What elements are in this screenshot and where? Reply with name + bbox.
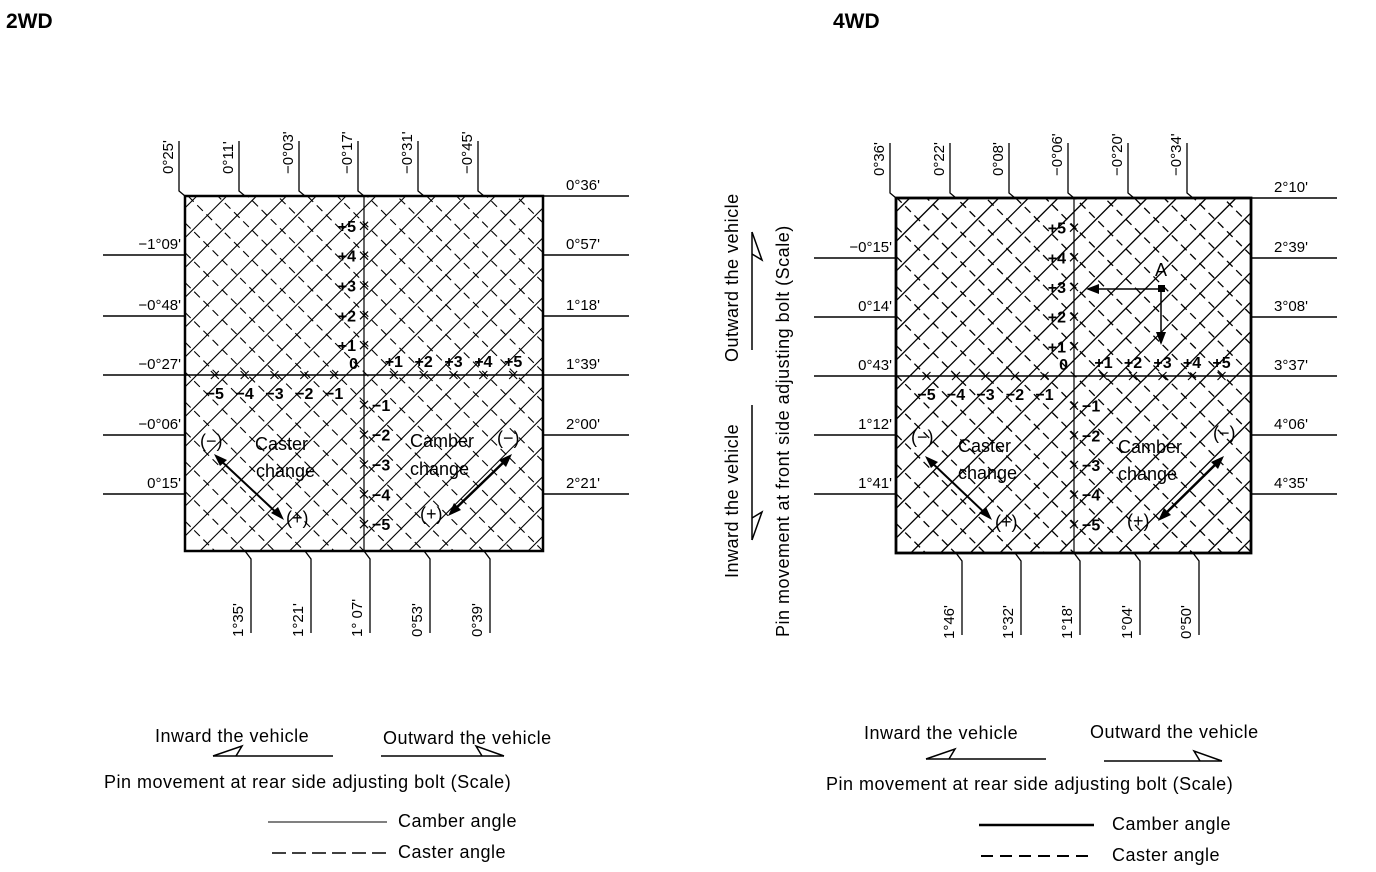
caster-grid-line [486, 196, 543, 253]
right-angle: 1°39' [566, 356, 600, 373]
legend-caster: Caster angle [1112, 845, 1221, 865]
camber-grid-line [185, 196, 197, 208]
bottom-caster-angle: 1° 07' [349, 598, 366, 637]
point-a-label: A [1155, 260, 1168, 280]
top-camber-angle: −0°06' [1049, 133, 1066, 176]
legend-inward: Inward the vehicle [155, 726, 310, 746]
right-angle: 3°08' [1274, 298, 1308, 315]
caster-grid-line [185, 491, 245, 551]
bottom-caster-angle: 1°21' [290, 603, 307, 637]
left-angle: −0°48' [138, 297, 181, 314]
side-outward-label: Outward the vehicle [722, 193, 742, 362]
camber-grid-line [896, 198, 969, 271]
left-angle: 0°43' [858, 357, 892, 374]
top-camber-angle: −0°34' [1168, 133, 1185, 176]
arrow-head-icon [926, 749, 955, 759]
arrow-head-icon [1194, 751, 1222, 761]
right-angle: 4°06' [1274, 416, 1308, 433]
caster-minus-label: (−) [200, 431, 223, 451]
rear-scale-number: −3 [976, 387, 995, 404]
caster-grid-line [1194, 198, 1251, 255]
grid-lines-4wd [896, 198, 1251, 553]
caster-minus-label: (−) [911, 427, 934, 447]
front-scale-number: −1 [1082, 398, 1101, 416]
front-scale-number: −1 [372, 397, 391, 415]
camber-grid-line [896, 198, 910, 212]
camber-change-label: Camber [1118, 437, 1183, 457]
caster-grid-line [896, 286, 1163, 553]
front-scale-number: +5 [1047, 220, 1066, 238]
angle-labels-2wd [103, 131, 629, 637]
camber-grid-line [896, 198, 999, 301]
caster-grid-line [1105, 198, 1251, 344]
right-angle: 2°10' [1274, 179, 1308, 196]
bottom-caster-angle: 0°53' [409, 603, 426, 637]
scale-origin: 0 [349, 356, 358, 373]
caster-grid-line [427, 196, 543, 312]
camber-grid-line [185, 196, 406, 417]
rear-scale-number: +1 [384, 354, 403, 371]
right-angle: 1°18' [566, 297, 600, 314]
rear-scale-number: −2 [295, 386, 314, 403]
right-angle: 0°36' [566, 177, 600, 194]
scale-origin: 0 [1059, 357, 1068, 374]
arrow-head-icon [752, 232, 762, 260]
camber-minus-label: (−) [1213, 423, 1236, 443]
top-camber-angle: −0°45' [459, 131, 476, 174]
angle-leader-line [1187, 143, 1193, 198]
angle-leader-line [1128, 143, 1134, 198]
arrow-head-icon [1086, 284, 1099, 294]
front-scale-number: −4 [1082, 487, 1101, 505]
angle-labels-4wd [814, 133, 1337, 639]
bottom-caster-angle: 1°35' [230, 603, 247, 637]
diagram-4wd [722, 10, 1337, 865]
right-angle: 2°21' [566, 475, 600, 492]
camber-grid-line [970, 272, 1251, 553]
camber-plus-label: (+) [420, 504, 443, 524]
left-angle: 0°15' [147, 475, 181, 492]
caster-grid-line [1134, 198, 1251, 315]
legend-outward: Outward the vehicle [383, 728, 552, 748]
front-scale-number: −3 [1082, 458, 1101, 475]
side-pin-front-label: Pin movement at front side adjusting bolt (Scale) [773, 225, 793, 637]
rear-scale-number: +2 [414, 354, 433, 371]
bottom-caster-angle: 1°46' [941, 605, 958, 639]
left-angle: 1°12' [858, 416, 892, 433]
right-angle: 2°39' [1274, 239, 1308, 256]
right-angle: 0°57' [566, 236, 600, 253]
left-angle: −0°27' [138, 356, 181, 373]
top-camber-angle: −0°03' [280, 131, 297, 174]
caster-plus-label: (+) [995, 512, 1018, 532]
rear-scale-number: +2 [1123, 355, 1143, 372]
front-scale-number: −5 [1082, 517, 1101, 535]
top-camber-angle: −0°17' [339, 131, 356, 174]
front-scale-number: −3 [372, 457, 391, 475]
left-angle: −1°09' [138, 236, 181, 253]
camber-change-label: change [410, 459, 470, 479]
rear-scale-number: +1 [1094, 355, 1113, 372]
angle-leader-line [239, 141, 245, 196]
top-camber-angle: 0°25' [160, 140, 177, 174]
camber-change-label: Camber [410, 431, 475, 451]
caster-grid-line [185, 521, 215, 551]
right-angle: 3°37' [1274, 357, 1308, 374]
front-scale-number: −2 [1082, 428, 1101, 446]
bottom-caster-angle: 1°04' [1119, 605, 1136, 639]
rear-scale-number: +4 [474, 354, 493, 371]
caster-grid-line [896, 227, 1222, 553]
angle-leader-line [1068, 143, 1074, 198]
angle-leader-line [358, 141, 364, 196]
rear-scale-number: −2 [1005, 387, 1025, 404]
angle-leader-line [478, 141, 484, 196]
arrow-head-icon [1156, 332, 1166, 345]
legend-pin-rear: Pin movement at rear side adjusting bolt (Scale) [104, 772, 512, 792]
front-scale-number: +3 [1047, 280, 1066, 297]
arrow-head-icon [752, 512, 762, 540]
camber-grid-line [896, 198, 1029, 331]
right-angle: 2°00' [566, 416, 600, 433]
bottom-caster-angle: 1°18' [1059, 605, 1076, 639]
front-scale-number: −5 [372, 517, 391, 535]
camber-minus-label: (−) [497, 428, 520, 448]
bottom-caster-angle: 0°50' [1178, 605, 1195, 639]
legend-outward: Outward the vehicle [1090, 722, 1259, 742]
front-scale-number: +1 [337, 338, 356, 356]
front-scale-number: +2 [337, 308, 356, 326]
rear-scale-number: −4 [946, 387, 966, 404]
angle-leader-line [1009, 143, 1015, 198]
caster-grid-line [188, 196, 543, 551]
rear-scale-number: +5 [504, 354, 523, 371]
caster-change-label: Caster [958, 436, 1012, 456]
rear-scale-number: −1 [1035, 387, 1054, 404]
front-scale-number: +2 [1047, 309, 1066, 327]
top-camber-angle: −0°31' [399, 131, 416, 174]
rear-scale-number: −3 [265, 386, 284, 403]
caster-grid-line [516, 196, 543, 223]
caster-grid-line [986, 198, 1251, 463]
legend-camber: Camber angle [1112, 814, 1232, 834]
title-4wd: 4WD [833, 10, 880, 33]
front-scale-number: +4 [337, 248, 356, 266]
front-scale-number: +3 [337, 278, 356, 296]
top-camber-angle: 0°08' [990, 142, 1007, 176]
rear-scale-number: +3 [1153, 355, 1172, 372]
top-camber-angle: 0°22' [931, 142, 948, 176]
legend-camber: Camber angle [398, 811, 518, 831]
top-camber-angle: 0°36' [871, 142, 888, 176]
caster-grid-line [367, 196, 543, 372]
rear-scale-number: −1 [325, 386, 344, 403]
caster-grid-line [896, 523, 926, 553]
camber-grid-line [896, 198, 1058, 360]
caster-change-label: change [256, 461, 316, 481]
legend-caster: Caster angle [398, 842, 507, 862]
angle-leader-line [299, 141, 305, 196]
angle-leader-line [179, 141, 185, 196]
arrow-head-icon [213, 746, 242, 756]
camber-plus-label: (+) [1127, 511, 1150, 531]
front-scale-number: −2 [372, 427, 391, 445]
legend-inward: Inward the vehicle [864, 723, 1019, 743]
left-angle: −0°15' [849, 239, 892, 256]
camber-grid-line [185, 196, 316, 327]
rear-scale-number: −4 [235, 386, 254, 403]
angle-leader-line [950, 143, 956, 198]
camber-grid-line [185, 196, 286, 297]
top-camber-angle: −0°20' [1109, 133, 1126, 176]
front-scale-number: −4 [372, 487, 391, 505]
left-angle: −0°06' [138, 416, 181, 433]
caster-grid-line [278, 196, 544, 462]
top-camber-angle: 0°11' [220, 141, 237, 174]
angle-leader-line [418, 141, 424, 196]
caster-grid-line [1223, 198, 1251, 226]
caster-grid-line [896, 494, 955, 553]
caster-change-label: Caster [255, 434, 309, 454]
bottom-caster-angle: 0°39' [469, 603, 486, 637]
caster-change-label: change [958, 463, 1018, 483]
side-inward-label: Inward the vehicle [722, 423, 742, 578]
caster-grid-line [397, 196, 543, 342]
rear-scale-number: +4 [1182, 355, 1202, 372]
caster-grid-line [1045, 198, 1251, 404]
camber-change-label: change [1118, 464, 1178, 484]
front-scale-number: +5 [337, 218, 356, 236]
rear-scale-number: −5 [205, 386, 224, 403]
right-angle: 4°35' [1274, 475, 1308, 492]
caster-plus-label: (+) [286, 508, 309, 528]
title-2wd: 2WD [6, 10, 53, 33]
caster-grid-line [185, 283, 454, 552]
grid-lines-2wd [185, 196, 543, 551]
angle-leader-line [890, 143, 896, 198]
diagram-2wd [6, 10, 629, 862]
camber-grid-line [185, 196, 257, 268]
rear-scale-number: +5 [1212, 355, 1231, 372]
left-angle: 0°14' [858, 298, 892, 315]
left-angle: 1°41' [858, 475, 892, 492]
front-scale-number: +4 [1047, 250, 1066, 268]
legend-pin-rear: Pin movement at rear side adjusting bolt (Scale) [826, 774, 1234, 794]
front-scale-number: +1 [1047, 339, 1066, 357]
bottom-caster-angle: 1°32' [1000, 605, 1017, 639]
rear-scale-number: −5 [917, 387, 936, 404]
camber-grid-line [1237, 539, 1251, 553]
rear-scale-number: +3 [444, 354, 463, 371]
